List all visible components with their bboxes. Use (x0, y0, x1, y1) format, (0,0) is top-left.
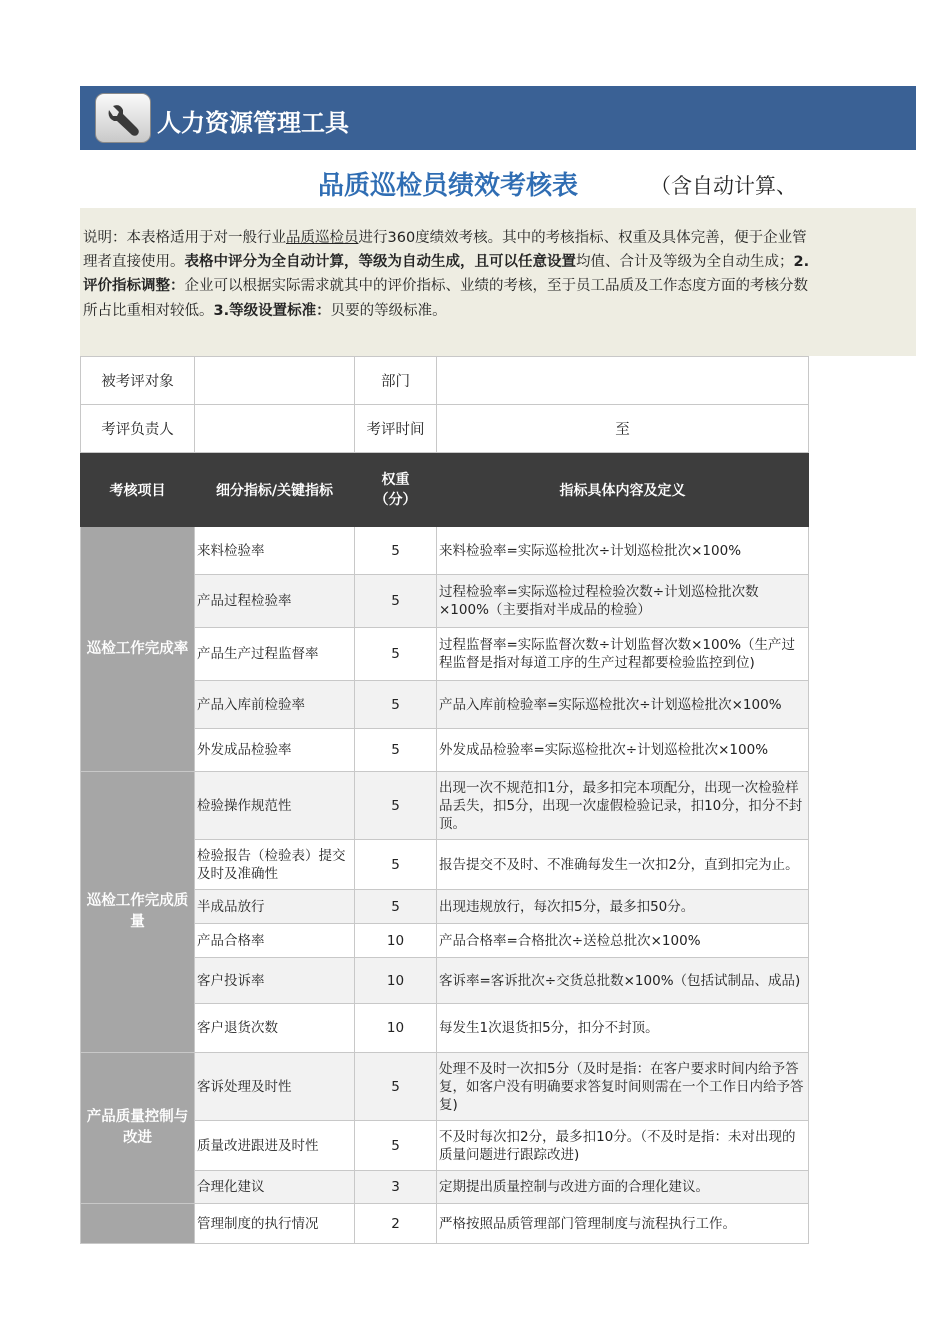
dept-value[interactable] (437, 357, 809, 405)
definition-cell: 过程监督率=实际监督次数÷计划监督次数×100%（生产过程监督是指对每道工序的生产过程都要检验监控到位) (437, 628, 809, 681)
weight-cell: 10 (355, 1004, 437, 1053)
category-cell: 巡检工作完成率 (81, 527, 195, 772)
app-title: 人力资源管理工具 (157, 109, 349, 137)
time-label: 考评时间 (355, 405, 437, 453)
weight-cell: 10 (355, 958, 437, 1004)
indicator-cell: 客诉处理及时性 (195, 1053, 355, 1121)
header-weight: 权重 （分） (355, 453, 437, 527)
table-row (81, 1053, 809, 1121)
weight-cell: 5 (355, 575, 437, 628)
evaluee-label: 被考评对象 (81, 357, 195, 405)
definition-cell: 来料检验率=实际巡检批次÷计划巡检批次×100% (437, 527, 809, 575)
evaluee-value[interactable] (195, 357, 355, 405)
weight-cell: 5 (355, 628, 437, 681)
category-cell: 产品质量控制与改进 (81, 1053, 195, 1204)
wrench-icon (95, 93, 151, 143)
indicator-cell: 产品过程检验率 (195, 575, 355, 628)
indicator-cell: 检验报告（检验表）提交及时及准确性 (195, 840, 355, 890)
definition-cell: 客诉率=客诉批次÷交货总批数×100%（包括试制品、成品) (437, 958, 809, 1004)
description-box (80, 208, 916, 356)
definition-cell: 产品入库前检验率=实际巡检批次÷计划巡检批次×100% (437, 681, 809, 729)
definition-cell: 处理不及时一次扣5分（及时是指：在客户要求时间内给予答复，如客户没有明确要求答复时间则需在一个工作日内给予答复) (437, 1053, 809, 1121)
indicator-cell: 半成品放行 (195, 890, 355, 924)
page-title: 品质巡检员绩效考核表 (318, 171, 579, 201)
indicator-cell: 质量改进跟进及时性 (195, 1121, 355, 1171)
indicator-cell: 管理制度的执行情况 (195, 1204, 355, 1244)
weight-cell: 5 (355, 681, 437, 729)
weight-cell: 5 (355, 890, 437, 924)
definition-cell: 出现违规放行，每次扣5分，最多扣50分。 (437, 890, 809, 924)
description-text: 说明：本表格适用于对一般行业品质巡检员进行360度绩效考核。其中的考核指标、权重及具体完善，便于企业管理者直接使用。表格中评分为全自动计算，等级为自动生成，且可以任意设置均值、合计及等级为全自动生成；2.评价指标调整：企业可以根据实际需求就其中的评价指标、业绩的考核，至于员工品质及工作态度方面的考核分数所占比重相对较低。3.等级设置标准：贝要的等级标准。 (83, 230, 810, 319)
weight-cell: 5 (355, 1121, 437, 1171)
leader-label: 考评负责人 (81, 405, 195, 453)
header-indicator: 细分指标/关键指标 (195, 453, 355, 527)
definition-cell: 报告提交不及时、不准确每发生一次扣2分，直到扣完为止。 (437, 840, 809, 890)
definition-cell: 过程检验率=实际巡检过程检验次数÷计划巡检批次数×100%（主要指对半成品的检验） (437, 575, 809, 628)
table-row (81, 527, 809, 575)
indicator-cell: 客户退货次数 (195, 1004, 355, 1053)
definition-cell: 定期提出质量控制与改进方面的合理化建议。 (437, 1171, 809, 1204)
info-row-leader (81, 405, 809, 453)
weight-cell: 3 (355, 1171, 437, 1204)
definition-cell: 产品合格率=合格批次÷送检总批次×100% (437, 924, 809, 958)
page-title-row (0, 165, 950, 205)
indicator-cell: 检验操作规范性 (195, 772, 355, 840)
definition-cell: 严格按照品质管理部门管理制度与流程执行工作。 (437, 1204, 809, 1244)
weight-cell: 5 (355, 729, 437, 772)
table-row (81, 772, 809, 840)
page-subtitle: （含自动计算、 (650, 174, 797, 198)
indicator-cell: 客户投诉率 (195, 958, 355, 1004)
definition-cell: 外发成品检验率=实际巡检批次÷计划巡检批次×100% (437, 729, 809, 772)
dept-label: 部门 (355, 357, 437, 405)
header-definition: 指标具体内容及定义 (437, 453, 809, 527)
leader-value[interactable] (195, 405, 355, 453)
definition-cell: 不及时每次扣2分，最多扣10分。（不及时是指：未对出现的质量问题进行跟踪改进) (437, 1121, 809, 1171)
category-cell (81, 1204, 195, 1244)
weight-cell: 2 (355, 1204, 437, 1244)
app-header-banner (80, 86, 916, 150)
indicator-cell: 产品入库前检验率 (195, 681, 355, 729)
indicator-cell: 产品生产过程监督率 (195, 628, 355, 681)
table-header-row (81, 453, 809, 527)
weight-cell: 5 (355, 527, 437, 575)
table-row (81, 1204, 809, 1244)
appraisal-table (80, 356, 809, 1244)
definition-cell: 每发生1次退货扣5分，扣分不封顶。 (437, 1004, 809, 1053)
header-project: 考核项目 (81, 453, 195, 527)
weight-cell: 5 (355, 772, 437, 840)
indicator-cell: 产品合格率 (195, 924, 355, 958)
indicator-cell: 合理化建议 (195, 1171, 355, 1204)
time-value[interactable]: 至 (437, 405, 809, 453)
weight-cell: 5 (355, 1053, 437, 1121)
category-cell: 巡检工作完成质量 (81, 772, 195, 1053)
indicator-cell: 外发成品检验率 (195, 729, 355, 772)
indicator-cell: 来料检验率 (195, 527, 355, 575)
weight-cell: 5 (355, 840, 437, 890)
info-row-evaluee (81, 357, 809, 405)
definition-cell: 出现一次不规范扣1分，最多扣完本项配分，出现一次检验样品丢失，扣5分，出现一次虚假检验记录，扣10分，扣分不封顶。 (437, 772, 809, 840)
weight-cell: 10 (355, 924, 437, 958)
